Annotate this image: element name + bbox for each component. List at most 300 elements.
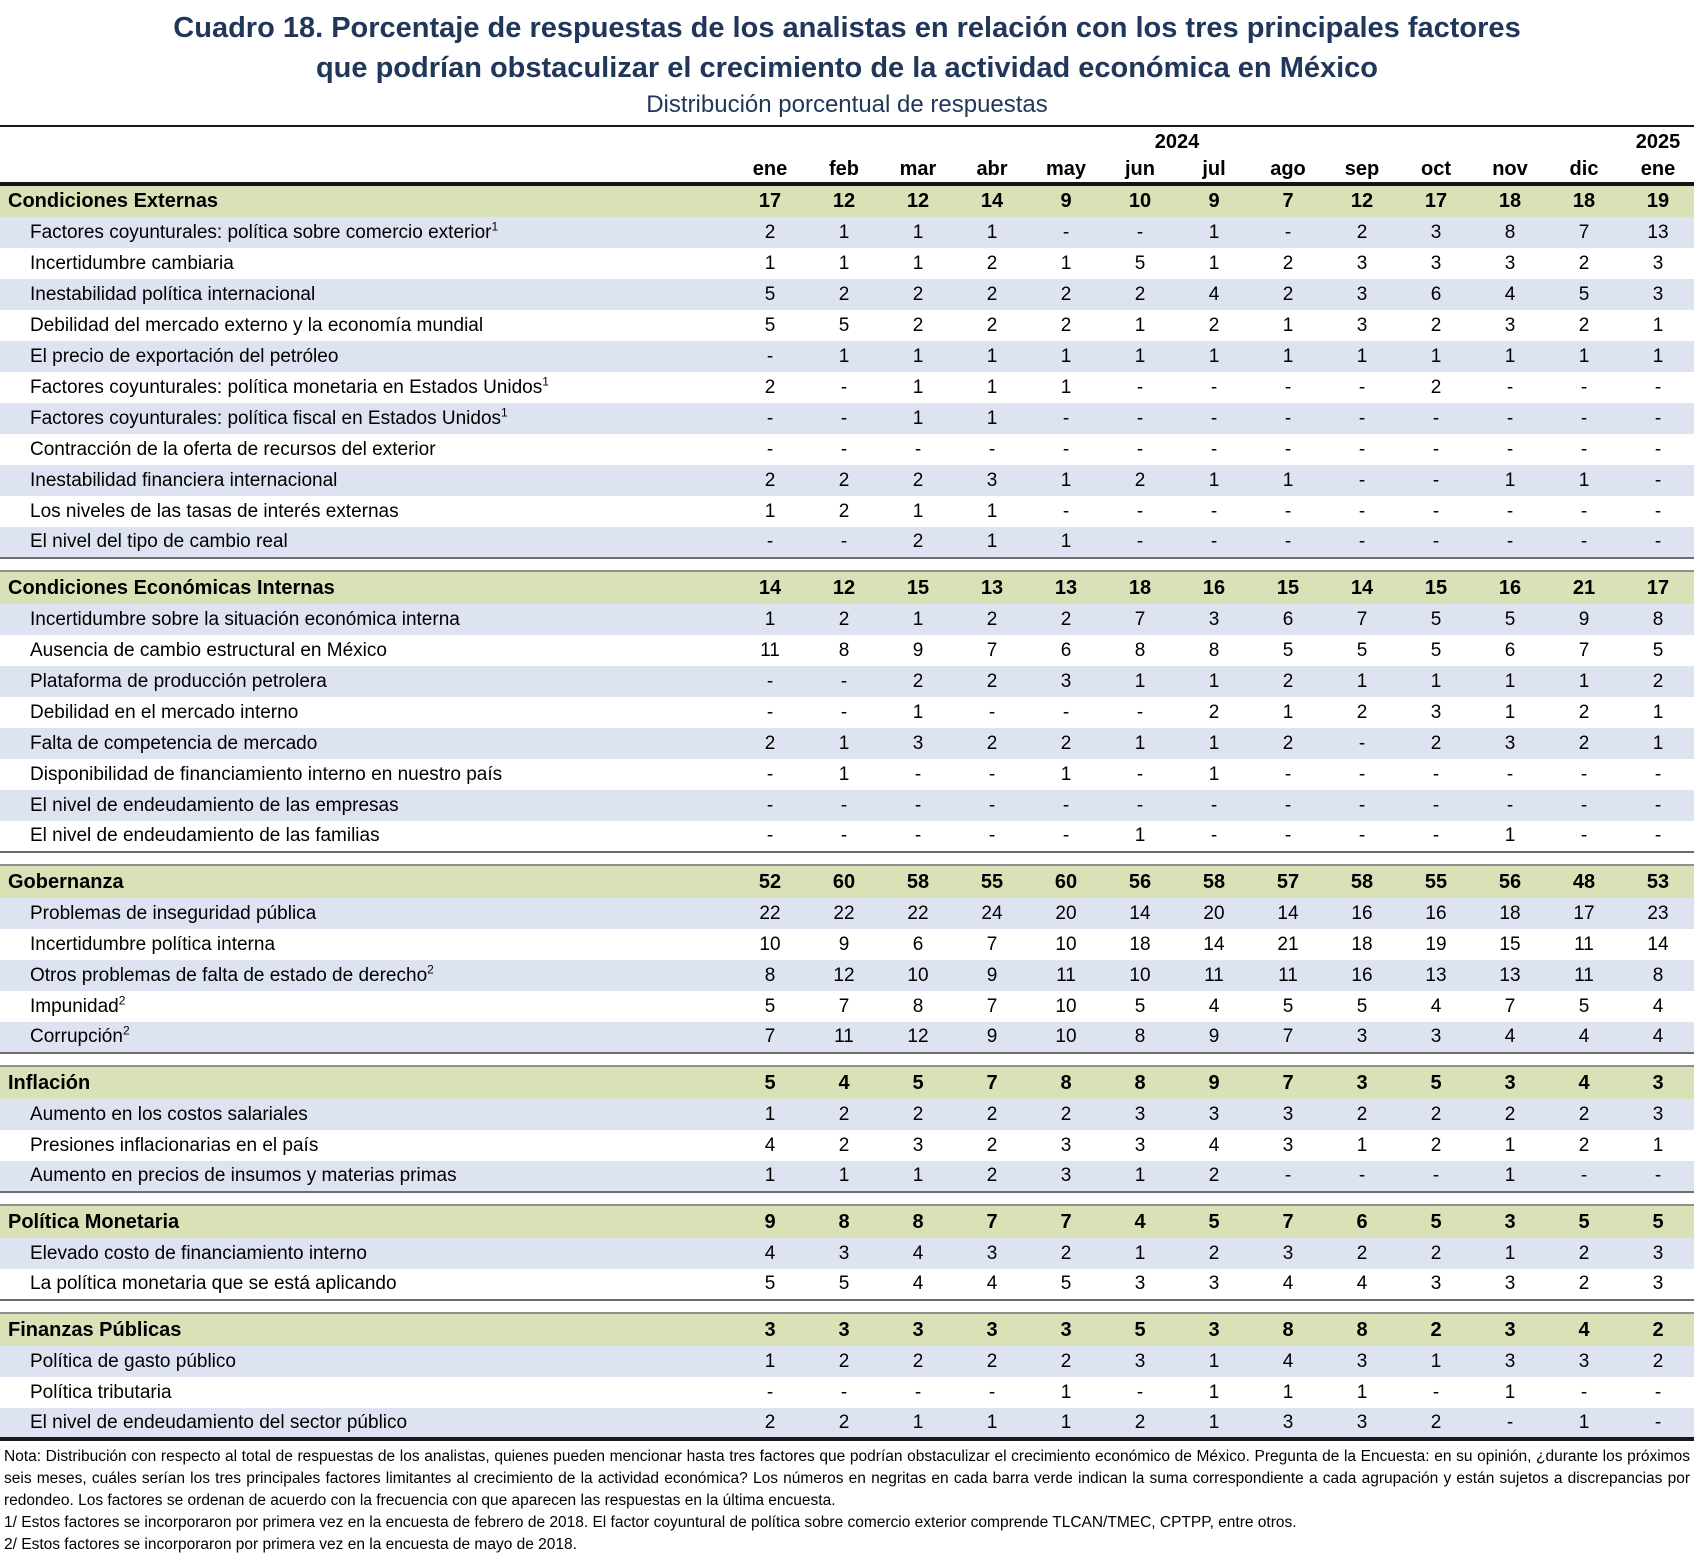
value-cell: 1 bbox=[955, 341, 1029, 372]
section-total-cell: 16 bbox=[1473, 571, 1547, 604]
value-cell: - bbox=[1325, 790, 1399, 821]
value-cell: - bbox=[1251, 527, 1325, 558]
section-row bbox=[0, 1205, 1694, 1238]
value-cell: - bbox=[1251, 403, 1325, 434]
value-cell: 1 bbox=[881, 403, 955, 434]
footnote-marker: 2 bbox=[122, 1023, 130, 1038]
value-cell: 5 bbox=[733, 1269, 807, 1300]
value-cell: 3 bbox=[1399, 1269, 1473, 1300]
factor-label: Factores coyunturales: política monetaria en Estados Unidos bbox=[30, 376, 543, 398]
value-cell: 9 bbox=[807, 929, 881, 960]
factor-label-cell bbox=[0, 434, 733, 465]
section-total-cell: 8 bbox=[881, 1205, 955, 1238]
section-total-cell: 3 bbox=[955, 1313, 1029, 1346]
factor-label: Ausencia de cambio estructural en México bbox=[30, 639, 387, 661]
value-cell: - bbox=[1621, 759, 1694, 790]
value-cell: 1 bbox=[1251, 341, 1325, 372]
factor-label: Política tributaria bbox=[30, 1381, 172, 1403]
value-cell: 5 bbox=[1621, 635, 1694, 666]
factor-row bbox=[0, 929, 1694, 960]
section-total-cell: 5 bbox=[1103, 1313, 1177, 1346]
value-cell: 1 bbox=[1029, 527, 1103, 558]
value-cell: 1 bbox=[1251, 310, 1325, 341]
footnote-nota: Nota: Distribución con respecto al total de respuestas de los analistas, quienes pueden mencionar hasta tres factores que podrían obstaculizar el crecimiento económico de México. Pregunta de la Encuesta: en su opinión, ¿durante los próximos seis meses, cuáles serían los tres principales factores limitantes al crecimiento de la actividad económica? Los números en negritas en cada barra verde indican la suma correspondiente a cada agrupación y están sujetos a discrepancias por redondeo. Los factores se ordenan de acuerdo con la frecuencia con que aparecen las respuestas en la última encuesta. bbox=[4, 1448, 1690, 1509]
factor-label: El precio de exportación del petróleo bbox=[30, 345, 339, 367]
value-cell: 2 bbox=[1251, 248, 1325, 279]
factor-row bbox=[0, 1022, 1694, 1053]
value-cell: 2 bbox=[733, 1408, 807, 1439]
value-cell: 1 bbox=[733, 1346, 807, 1377]
value-cell: 8 bbox=[881, 991, 955, 1022]
factor-label: El nivel de endeudamiento del sector público bbox=[30, 1411, 408, 1433]
value-cell: 1 bbox=[1029, 341, 1103, 372]
factor-label: Contracción de la oferta de recursos del exterior bbox=[30, 438, 436, 460]
value-cell: 2 bbox=[1029, 1099, 1103, 1130]
value-cell: 1 bbox=[1473, 465, 1547, 496]
value-cell: 23 bbox=[1621, 898, 1694, 929]
section-separator bbox=[0, 852, 1694, 865]
factor-label-cell bbox=[0, 372, 733, 403]
value-cell: 2 bbox=[1029, 279, 1103, 310]
value-cell: 4 bbox=[1547, 1022, 1621, 1053]
value-cell: - bbox=[733, 1377, 807, 1408]
value-cell: - bbox=[1325, 496, 1399, 527]
value-cell: 1 bbox=[1399, 341, 1473, 372]
value-cell: 1 bbox=[733, 248, 807, 279]
value-cell: 5 bbox=[807, 1269, 881, 1300]
value-cell: 2 bbox=[955, 1130, 1029, 1161]
value-cell: 1 bbox=[733, 1099, 807, 1130]
value-cell: 1 bbox=[1621, 310, 1694, 341]
value-cell: 4 bbox=[881, 1238, 955, 1269]
separator-cell bbox=[0, 852, 1694, 865]
section-total-cell: 5 bbox=[1399, 1066, 1473, 1099]
value-cell: 2 bbox=[1251, 728, 1325, 759]
value-cell: - bbox=[1621, 496, 1694, 527]
value-cell: 3 bbox=[1325, 310, 1399, 341]
value-cell: 5 bbox=[733, 991, 807, 1022]
value-cell: 3 bbox=[1029, 666, 1103, 697]
value-cell: 3 bbox=[1473, 248, 1547, 279]
section-total-cell: 15 bbox=[1399, 571, 1473, 604]
factor-label: Corrupción bbox=[30, 1026, 123, 1047]
value-cell: 13 bbox=[1399, 960, 1473, 991]
value-cell: 1 bbox=[1547, 1408, 1621, 1439]
value-cell: 21 bbox=[1251, 929, 1325, 960]
value-cell: - bbox=[1621, 527, 1694, 558]
factor-label-cell bbox=[0, 496, 733, 527]
value-cell: 14 bbox=[1177, 929, 1251, 960]
section-total-cell: 3 bbox=[881, 1313, 955, 1346]
value-cell: - bbox=[1029, 403, 1103, 434]
value-cell: 10 bbox=[1029, 1022, 1103, 1053]
value-cell: 1 bbox=[1103, 310, 1177, 341]
factor-label-cell bbox=[0, 341, 733, 372]
value-cell: 1 bbox=[1325, 341, 1399, 372]
value-cell: 2 bbox=[1399, 728, 1473, 759]
value-cell: 11 bbox=[1177, 960, 1251, 991]
factor-label-cell bbox=[0, 279, 733, 310]
factor-label: Problemas de inseguridad pública bbox=[30, 902, 317, 924]
value-cell: 7 bbox=[1473, 991, 1547, 1022]
section-total-cell: 17 bbox=[1621, 571, 1694, 604]
value-cell: 1 bbox=[1103, 341, 1177, 372]
value-cell: - bbox=[1177, 496, 1251, 527]
section-total-cell: 5 bbox=[1399, 1205, 1473, 1238]
value-cell: 4 bbox=[1251, 1269, 1325, 1300]
footnote-marker: 1 bbox=[542, 374, 549, 389]
value-cell: 8 bbox=[1177, 635, 1251, 666]
month-header: ago bbox=[1251, 156, 1325, 184]
value-cell: 9 bbox=[1177, 1022, 1251, 1053]
value-cell: 2 bbox=[1547, 310, 1621, 341]
section-total-cell: 3 bbox=[1325, 1066, 1399, 1099]
value-cell: 5 bbox=[1029, 1269, 1103, 1300]
factor-row bbox=[0, 1346, 1694, 1377]
value-cell: 11 bbox=[1547, 929, 1621, 960]
value-cell: 2 bbox=[733, 465, 807, 496]
value-cell: 2 bbox=[1029, 728, 1103, 759]
value-cell: 2 bbox=[1177, 310, 1251, 341]
value-cell: 4 bbox=[1177, 991, 1251, 1022]
factor-label-cell bbox=[0, 1238, 733, 1269]
value-cell: 2 bbox=[733, 372, 807, 403]
value-cell: 2 bbox=[1473, 1099, 1547, 1130]
section-total-cell: 7 bbox=[955, 1066, 1029, 1099]
value-cell: 1 bbox=[955, 1408, 1029, 1439]
value-cell: - bbox=[955, 1377, 1029, 1408]
value-cell: 2 bbox=[807, 1346, 881, 1377]
factor-label: Plataforma de producción petrolera bbox=[30, 670, 327, 692]
factor-label: El nivel del tipo de cambio real bbox=[30, 531, 288, 552]
factor-label-cell bbox=[0, 248, 733, 279]
value-cell: 1 bbox=[1177, 341, 1251, 372]
factor-row bbox=[0, 1238, 1694, 1269]
value-cell: 1 bbox=[1251, 1377, 1325, 1408]
factor-label: Elevado costo de financiamiento interno bbox=[30, 1242, 367, 1264]
value-cell: 11 bbox=[1029, 960, 1103, 991]
value-cell: 5 bbox=[1473, 604, 1547, 635]
year-2024-label: 2024 bbox=[1154, 131, 1200, 153]
value-cell: 4 bbox=[1621, 1022, 1694, 1053]
value-cell: - bbox=[1473, 759, 1547, 790]
value-cell: - bbox=[1621, 434, 1694, 465]
factor-row bbox=[0, 217, 1694, 248]
value-cell: 22 bbox=[807, 898, 881, 929]
value-cell: 2 bbox=[1325, 217, 1399, 248]
factor-row bbox=[0, 465, 1694, 496]
value-cell: 1 bbox=[1103, 666, 1177, 697]
value-cell: - bbox=[1325, 403, 1399, 434]
section-total-cell: 19 bbox=[1621, 184, 1694, 217]
value-cell: - bbox=[1621, 403, 1694, 434]
value-cell: - bbox=[1325, 759, 1399, 790]
section-total-cell: 3 bbox=[807, 1313, 881, 1346]
value-cell: 2 bbox=[1325, 697, 1399, 728]
value-cell: 1 bbox=[1621, 341, 1694, 372]
factor-row bbox=[0, 403, 1694, 434]
value-cell: 3 bbox=[1251, 1099, 1325, 1130]
value-cell: 2 bbox=[807, 496, 881, 527]
section-separator bbox=[0, 1053, 1694, 1066]
value-cell: 3 bbox=[1251, 1408, 1325, 1439]
section-total-cell: 8 bbox=[1251, 1313, 1325, 1346]
section-total-cell: 58 bbox=[1325, 865, 1399, 898]
factor-label-cell bbox=[0, 898, 733, 929]
value-cell: 1 bbox=[1473, 1161, 1547, 1192]
value-cell: 9 bbox=[881, 635, 955, 666]
value-cell: 16 bbox=[1325, 898, 1399, 929]
factor-row bbox=[0, 759, 1694, 790]
value-cell: - bbox=[1473, 434, 1547, 465]
value-cell: 2 bbox=[1621, 666, 1694, 697]
section-total-cell: 5 bbox=[1547, 1205, 1621, 1238]
value-cell: - bbox=[1029, 496, 1103, 527]
value-cell: 3 bbox=[1325, 248, 1399, 279]
factor-row bbox=[0, 434, 1694, 465]
value-cell: 1 bbox=[807, 217, 881, 248]
factor-row bbox=[0, 960, 1694, 991]
value-cell: 10 bbox=[733, 929, 807, 960]
factors-table bbox=[0, 125, 1694, 1441]
value-cell: - bbox=[1029, 434, 1103, 465]
section-total-cell: 14 bbox=[733, 571, 807, 604]
value-cell: 3 bbox=[1621, 1269, 1694, 1300]
value-cell: 2 bbox=[807, 279, 881, 310]
value-cell: 2 bbox=[733, 217, 807, 248]
value-cell: 13 bbox=[1621, 217, 1694, 248]
factor-row bbox=[0, 248, 1694, 279]
value-cell: - bbox=[955, 697, 1029, 728]
section-total-cell: 14 bbox=[1325, 571, 1399, 604]
section-total-cell: 5 bbox=[1621, 1205, 1694, 1238]
value-cell: 5 bbox=[1399, 635, 1473, 666]
section-total-cell: 3 bbox=[1473, 1066, 1547, 1099]
section-total-cell: 5 bbox=[1177, 1205, 1251, 1238]
value-cell: 2 bbox=[1547, 1099, 1621, 1130]
factor-label-cell bbox=[0, 1408, 733, 1439]
value-cell: 2 bbox=[1547, 1130, 1621, 1161]
section-total-cell: 48 bbox=[1547, 865, 1621, 898]
value-cell: 10 bbox=[881, 960, 955, 991]
value-cell: - bbox=[1177, 403, 1251, 434]
year-2025-label: 2025 bbox=[1635, 131, 1681, 153]
section-total-cell: 14 bbox=[955, 184, 1029, 217]
value-cell: 8 bbox=[1621, 960, 1694, 991]
value-cell: 3 bbox=[807, 1238, 881, 1269]
value-cell: 8 bbox=[807, 635, 881, 666]
value-cell: - bbox=[807, 527, 881, 558]
value-cell: 4 bbox=[733, 1130, 807, 1161]
section-total-cell: 9 bbox=[733, 1205, 807, 1238]
value-cell: 2 bbox=[1547, 1269, 1621, 1300]
value-cell: 9 bbox=[955, 1022, 1029, 1053]
factor-label: Disponibilidad de financiamiento interno en nuestro país bbox=[30, 763, 503, 785]
value-cell: 1 bbox=[1177, 1377, 1251, 1408]
value-cell: 1 bbox=[1473, 341, 1547, 372]
value-cell: - bbox=[1325, 1161, 1399, 1192]
value-cell: - bbox=[1547, 790, 1621, 821]
value-cell: - bbox=[1103, 496, 1177, 527]
value-cell: 3 bbox=[1621, 248, 1694, 279]
value-cell: 3 bbox=[1103, 1099, 1177, 1130]
value-cell: 1 bbox=[1473, 666, 1547, 697]
value-cell: 1 bbox=[1177, 1408, 1251, 1439]
factor-label-cell bbox=[0, 991, 733, 1022]
value-cell: 5 bbox=[733, 279, 807, 310]
factor-row bbox=[0, 728, 1694, 759]
value-cell: 18 bbox=[1473, 898, 1547, 929]
value-cell: 1 bbox=[807, 341, 881, 372]
section-total-cell: 18 bbox=[1547, 184, 1621, 217]
value-cell: 3 bbox=[881, 728, 955, 759]
value-cell: 1 bbox=[1177, 759, 1251, 790]
value-cell: 9 bbox=[955, 960, 1029, 991]
section-total-cell: 3 bbox=[1473, 1313, 1547, 1346]
value-cell: 6 bbox=[1473, 635, 1547, 666]
factor-label: Debilidad del mercado externo y la economía mundial bbox=[30, 314, 484, 336]
value-cell: 1 bbox=[881, 496, 955, 527]
value-cell: - bbox=[1399, 465, 1473, 496]
section-total-cell: 58 bbox=[1177, 865, 1251, 898]
month-header: dic bbox=[1547, 156, 1621, 184]
factor-row bbox=[0, 1130, 1694, 1161]
section-total-cell: 7 bbox=[1029, 1205, 1103, 1238]
value-cell: 2 bbox=[807, 1130, 881, 1161]
value-cell: - bbox=[881, 1377, 955, 1408]
value-cell: - bbox=[881, 434, 955, 465]
value-cell: - bbox=[1547, 1377, 1621, 1408]
separator-cell bbox=[0, 1300, 1694, 1313]
factor-label-cell bbox=[0, 310, 733, 341]
value-cell: - bbox=[955, 434, 1029, 465]
section-total-cell: 7 bbox=[1251, 184, 1325, 217]
page-subtitle: Distribución porcentual de respuestas bbox=[646, 91, 1048, 118]
factor-row bbox=[0, 1377, 1694, 1408]
month-header: oct bbox=[1399, 156, 1473, 184]
value-cell: 4 bbox=[1251, 1346, 1325, 1377]
value-cell: - bbox=[733, 666, 807, 697]
value-cell: 1 bbox=[955, 496, 1029, 527]
value-cell: - bbox=[807, 666, 881, 697]
value-cell: 2 bbox=[1177, 697, 1251, 728]
value-cell: 2 bbox=[807, 1408, 881, 1439]
month-header: nov bbox=[1473, 156, 1547, 184]
separator-cell bbox=[0, 1053, 1694, 1066]
factor-label-cell bbox=[0, 728, 733, 759]
section-total-cell: 18 bbox=[1473, 184, 1547, 217]
value-cell: 3 bbox=[1473, 728, 1547, 759]
value-cell: 3 bbox=[1325, 279, 1399, 310]
value-cell: - bbox=[1547, 527, 1621, 558]
value-cell: - bbox=[1473, 1408, 1547, 1439]
value-cell: 2 bbox=[1029, 604, 1103, 635]
section-total-cell: 56 bbox=[1473, 865, 1547, 898]
value-cell: 1 bbox=[1621, 697, 1694, 728]
factor-label: Incertidumbre política interna bbox=[30, 933, 276, 955]
section-total-cell: 4 bbox=[1547, 1066, 1621, 1099]
section-total-cell: 13 bbox=[1029, 571, 1103, 604]
factor-row bbox=[0, 527, 1694, 558]
factor-label-cell bbox=[0, 604, 733, 635]
section-row bbox=[0, 865, 1694, 898]
value-cell: 4 bbox=[1177, 1130, 1251, 1161]
value-cell: 1 bbox=[807, 759, 881, 790]
value-cell: 1 bbox=[1473, 1238, 1547, 1269]
value-cell: 1 bbox=[1029, 759, 1103, 790]
value-cell: - bbox=[1029, 697, 1103, 728]
value-cell: 2 bbox=[881, 1346, 955, 1377]
factor-label-cell bbox=[0, 1377, 733, 1408]
section-total-cell: 8 bbox=[1103, 1066, 1177, 1099]
value-cell: - bbox=[1103, 434, 1177, 465]
value-cell: - bbox=[1029, 790, 1103, 821]
value-cell: 2 bbox=[1029, 310, 1103, 341]
value-cell: 5 bbox=[1103, 248, 1177, 279]
value-cell: 7 bbox=[955, 635, 1029, 666]
value-cell: 14 bbox=[1103, 898, 1177, 929]
section-total-cell: 9 bbox=[1177, 184, 1251, 217]
separator-cell bbox=[0, 1192, 1694, 1205]
footnote-marker: 1 bbox=[491, 219, 499, 234]
value-cell: 3 bbox=[1029, 1130, 1103, 1161]
month-header: sep bbox=[1325, 156, 1399, 184]
value-cell: - bbox=[955, 759, 1029, 790]
footnote-marker: 1 bbox=[501, 405, 508, 420]
value-cell: 20 bbox=[1177, 898, 1251, 929]
section-label: Gobernanza bbox=[0, 865, 733, 898]
factor-row bbox=[0, 790, 1694, 821]
value-cell: 1 bbox=[955, 372, 1029, 403]
section-total-cell: 53 bbox=[1621, 865, 1694, 898]
value-cell: - bbox=[1547, 403, 1621, 434]
factor-row bbox=[0, 697, 1694, 728]
value-cell: 2 bbox=[881, 465, 955, 496]
factor-row bbox=[0, 991, 1694, 1022]
value-cell: 5 bbox=[1325, 991, 1399, 1022]
value-cell: 6 bbox=[1029, 635, 1103, 666]
page-title-line1: Cuadro 18. Porcentaje de respuestas de los analistas en relación con los tres principales factores bbox=[173, 12, 1521, 44]
value-cell: 2 bbox=[733, 728, 807, 759]
factor-row bbox=[0, 1269, 1694, 1300]
value-cell: - bbox=[1547, 434, 1621, 465]
factor-label: El nivel de endeudamiento de las familias bbox=[30, 825, 380, 846]
value-cell: 2 bbox=[955, 604, 1029, 635]
year-row bbox=[0, 126, 1694, 156]
value-cell: 3 bbox=[1029, 1161, 1103, 1192]
value-cell: 1 bbox=[1621, 728, 1694, 759]
value-cell: - bbox=[1103, 372, 1177, 403]
section-separator bbox=[0, 1300, 1694, 1313]
value-cell: - bbox=[955, 821, 1029, 852]
value-cell: 1 bbox=[881, 1161, 955, 1192]
section-total-cell: 60 bbox=[807, 865, 881, 898]
value-cell: 1 bbox=[1103, 821, 1177, 852]
value-cell: - bbox=[881, 759, 955, 790]
value-cell: 8 bbox=[1621, 604, 1694, 635]
value-cell: - bbox=[1251, 496, 1325, 527]
value-cell: - bbox=[807, 1377, 881, 1408]
factor-label: Impunidad bbox=[30, 995, 119, 1017]
value-cell: 3 bbox=[1399, 248, 1473, 279]
value-cell: 2 bbox=[807, 604, 881, 635]
value-cell: 5 bbox=[807, 310, 881, 341]
section-total-cell: 60 bbox=[1029, 865, 1103, 898]
value-cell: - bbox=[733, 759, 807, 790]
section-label: Finanzas Públicas bbox=[0, 1313, 733, 1346]
section-total-cell: 52 bbox=[733, 865, 807, 898]
value-cell: 4 bbox=[955, 1269, 1029, 1300]
